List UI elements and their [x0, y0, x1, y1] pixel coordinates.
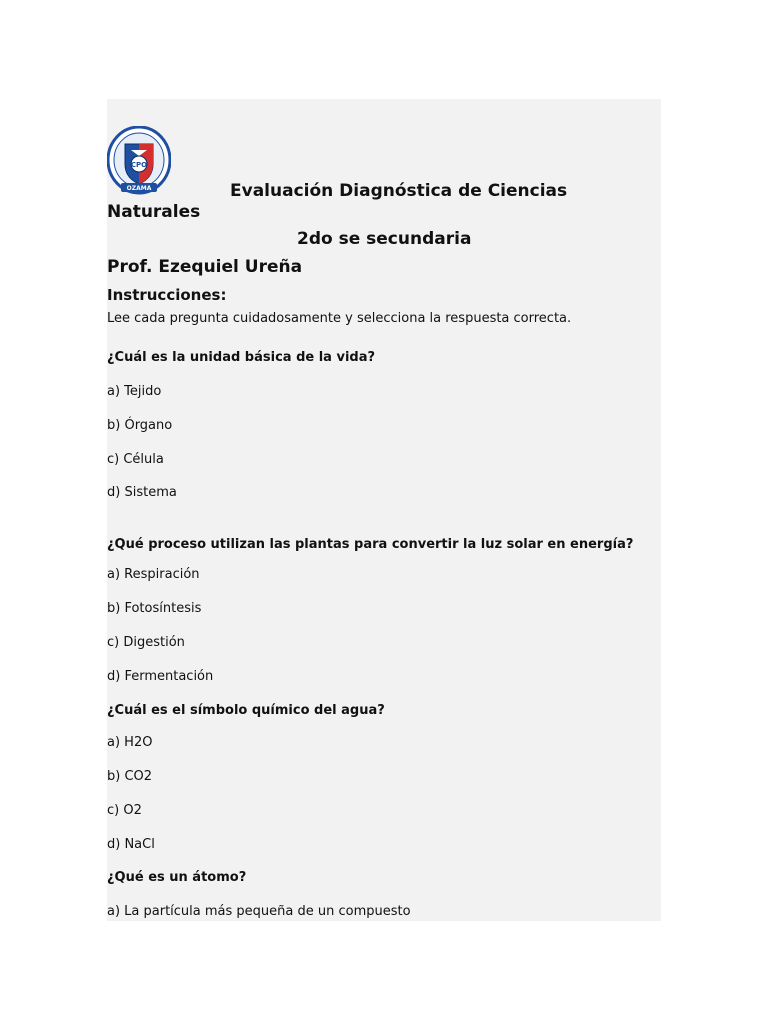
- svg-text:CPO: CPO: [130, 161, 148, 169]
- document-title: Evaluación Diagnóstica de Ciencias: [230, 181, 568, 201]
- document-title-continued: Naturales: [107, 202, 201, 222]
- question-2: ¿Qué proceso utilizan las plantas para convertir la luz solar en energía?: [107, 537, 634, 552]
- question-1-option-c: c) Célula: [107, 452, 164, 467]
- question-2-option-d: d) Fermentación: [107, 669, 214, 684]
- teacher-name: Prof. Ezequiel Ureña: [107, 257, 303, 277]
- question-1: ¿Cuál es la unidad básica de la vida?: [107, 350, 376, 365]
- question-3-option-a: a) H2O: [107, 735, 153, 750]
- question-1-option-d: d) Sistema: [107, 485, 177, 500]
- question-4-option-a: a) La partícula más pequeña de un compuesto: [107, 904, 411, 919]
- question-4: ¿Qué es un átomo?: [107, 870, 247, 885]
- document-page: [107, 99, 661, 921]
- question-1-option-a: a) Tejido: [107, 384, 162, 399]
- question-2-option-a: a) Respiración: [107, 567, 200, 582]
- instructions-text: Lee cada pregunta cuidadosamente y selecciona la respuesta correcta.: [107, 311, 572, 326]
- school-crest-logo: [107, 126, 171, 196]
- instructions-heading: Instrucciones:: [107, 286, 227, 304]
- question-3-option-b: b) CO2: [107, 769, 153, 784]
- svg-text:OZAMA: OZAMA: [126, 185, 152, 192]
- grade-subtitle: 2do se secundaria: [297, 229, 472, 249]
- question-1-option-b: b) Órgano: [107, 418, 173, 433]
- question-2-option-b: b) Fotosíntesis: [107, 601, 202, 616]
- question-3-option-c: c) O2: [107, 803, 142, 818]
- question-2-option-c: c) Digestión: [107, 635, 185, 650]
- question-3: ¿Cuál es el símbolo químico del agua?: [107, 703, 385, 718]
- question-3-option-d: d) NaCl: [107, 837, 155, 852]
